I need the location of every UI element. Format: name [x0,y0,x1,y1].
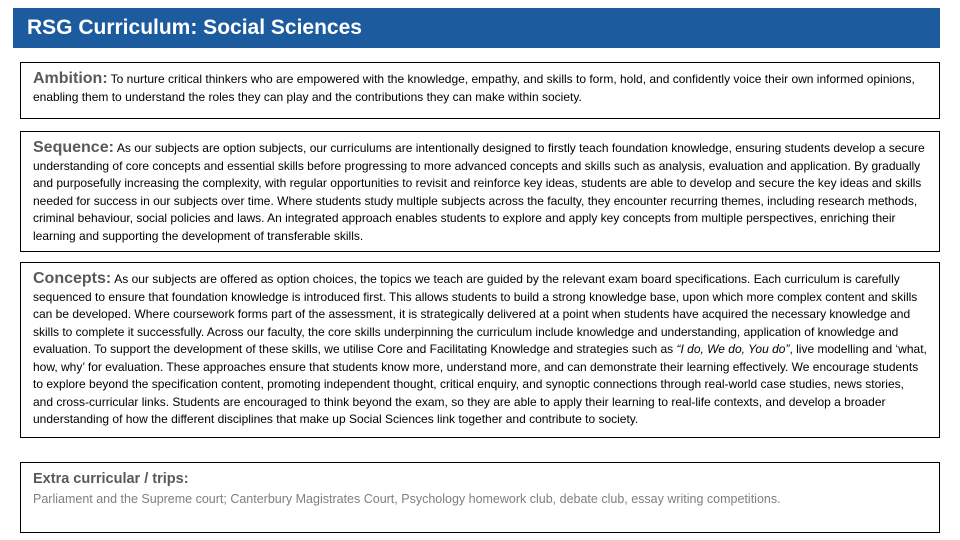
section-sequence [20,131,940,252]
sequence-label: Sequence: [33,139,114,156]
concepts-label: Concepts: [33,270,112,287]
header-bar [13,8,940,48]
ambition-text [33,71,927,106]
ambition-label: Ambition: [33,70,108,87]
section-concepts [20,262,940,438]
page-title: RSG Curriculum: Social Sciences [27,16,362,39]
sequence-body: As our subjects are option subjects, our curriculums are intentionally designed to firstly teach foundation knowledge, ensuring students develop a secure understanding of core concepts and essential skills before progressing to more advanced concepts and skills such as analysis, evaluation and application. By gradually and purposefully increasing the complexity, with regular opportunities to revisit and reinforce key ideas, students are able to develop and secure the key ideas and skills needed for success in our subjects over time. Where students study multiple subjects across the faculty, they encounter recurring themes, including research methods, criminal behaviour, social policies and laws. An integrated approach enables students to explore and apply key concepts from multiple perspectives, enriching their learning and supporting the development of transferable skills. [33,141,925,243]
section-extra-curricular [20,462,940,533]
concepts-body-italic: “I do, We do, You do” [676,342,790,356]
section-ambition [20,62,940,119]
extra-curricular-label: Extra curricular / trips: [33,471,189,487]
ambition-body: To nurture critical thinkers who are empowered with the knowledge, empathy, and skills to form, hold, and confidently voice their own informed opinions, enabling them to understand the roles they can play and the contributions they can make within society. [33,72,915,104]
concepts-body-post: , live modelling and ‘what, how, why’ for evaluation. These approaches ensure that students know more, understand more, and can demonstrate their learning effectively. We encourage students to explore beyond the specification content, promoting independent thought, critical enquiry, and synoptic connections through real-world case studies, news stories, and cross-curricular links. Students are encouraged to think beyond the exam, so they are able to apply their learning to real-life contexts, and develop a broader understanding of how the different disciplines that make up Social Sciences link together and contribute to society. [33,342,927,426]
sequence-text [33,140,927,245]
concepts-body-pre: As our subjects are offered as option choices, the topics we teach are guided by the relevant exam board specifications. Each curriculum is carefully sequenced to ensure that foundation knowledge is introduced first. This allows students to build a strong knowledge base, upon which more complex content and skills can be developed. Where coursework forms part of the assessment, it is strategically delivered at a point when students have acquired the necessary knowledge and skills to complete it successfully. Across our faculty, the core skills underpinning the curriculum include knowledge and understanding, application of knowledge and evaluation. To support the development of these skills, we utilise Core and Facilitating Knowledge and strategies such as [33,272,918,356]
concepts-text [33,271,927,429]
extra-curricular-body: Parliament and the Supreme court; Canterbury Magistrates Court, Psychology homework club, debate club, essay writing competitions. [33,492,781,507]
